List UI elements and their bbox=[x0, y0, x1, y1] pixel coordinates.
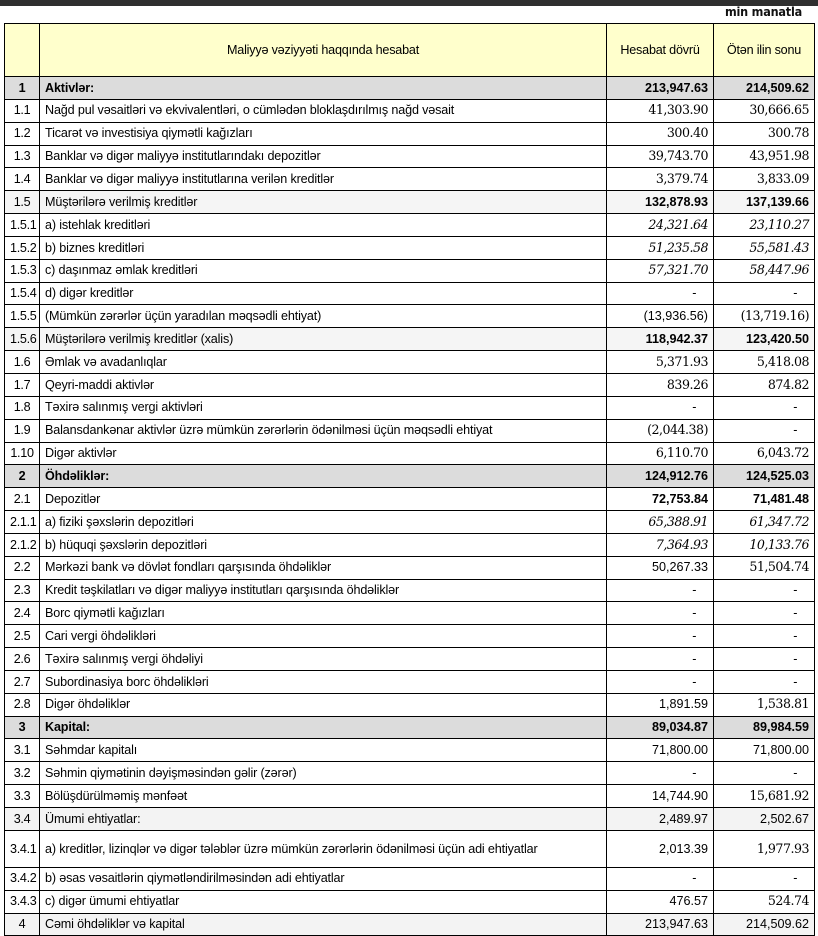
row-number: 1.5 bbox=[5, 191, 40, 214]
header-number bbox=[5, 24, 40, 77]
row-current-value: 14,744.90 bbox=[607, 785, 714, 808]
row-label: d) digər kreditlər bbox=[40, 282, 607, 305]
table-row bbox=[5, 191, 815, 214]
row-number: 3.4 bbox=[5, 808, 40, 831]
row-number: 1.5.2 bbox=[5, 236, 40, 259]
table-row bbox=[5, 396, 815, 419]
row-previous-value: 3,833.09 bbox=[714, 168, 815, 191]
table-row bbox=[5, 282, 815, 305]
row-previous-value: 71,481.48 bbox=[714, 488, 815, 511]
row-previous-value: 51,504.74 bbox=[714, 556, 815, 579]
table-row bbox=[5, 442, 815, 465]
row-label: a) istehlak kreditləri bbox=[40, 214, 607, 237]
row-label: Nağd pul vəsaitləri və ekvivalentləri, o cümlədən bloklaşdırılmış nağd vəsait bbox=[40, 99, 607, 122]
row-number: 1.8 bbox=[5, 396, 40, 419]
row-previous-value: 123,420.50 bbox=[714, 328, 815, 351]
row-label: a) kreditlər, lizinqlər və digər tələblər üzrə mümkün zərərlərin ödənilməsi üçün adi ehtiyatlar bbox=[40, 830, 607, 867]
row-current-value: 50,267.33 bbox=[607, 556, 714, 579]
row-previous-value: 89,984.59 bbox=[714, 716, 815, 739]
row-number: 1.5.6 bbox=[5, 328, 40, 351]
row-number: 1.4 bbox=[5, 168, 40, 191]
table-row bbox=[5, 419, 815, 442]
row-label: b) hüquqi şəxslərin depozitləri bbox=[40, 533, 607, 556]
header-previous-period: Ötən ilin sonu bbox=[714, 24, 815, 77]
row-current-value: (13,936.56) bbox=[607, 305, 714, 328]
row-previous-value: - bbox=[714, 396, 815, 419]
row-previous-value: 1,977.93 bbox=[714, 830, 815, 867]
table-row bbox=[5, 488, 815, 511]
row-current-value: - bbox=[607, 670, 714, 693]
row-label: Depozitlər bbox=[40, 488, 607, 511]
row-number: 1.2 bbox=[5, 122, 40, 145]
unit-label: min manatla bbox=[724, 4, 802, 19]
row-previous-value: - bbox=[714, 579, 815, 602]
row-label: Müştərilərə verilmiş kreditlər bbox=[40, 191, 607, 214]
row-number: 1.5.4 bbox=[5, 282, 40, 305]
table-row bbox=[5, 670, 815, 693]
row-label: Səhmdar kapitalı bbox=[40, 739, 607, 762]
row-previous-value: 15,681.92 bbox=[714, 785, 815, 808]
row-current-value: - bbox=[607, 579, 714, 602]
row-label: Subordinasiya borc öhdəlikləri bbox=[40, 670, 607, 693]
row-previous-value: 30,666.65 bbox=[714, 99, 815, 122]
row-previous-value: 2,502.67 bbox=[714, 808, 815, 831]
row-label: Ümumi ehtiyatlar: bbox=[40, 808, 607, 831]
row-label: c) daşınmaz əmlak kreditləri bbox=[40, 259, 607, 282]
row-previous-value: 10,133.76 bbox=[714, 533, 815, 556]
row-number: 3.4.3 bbox=[5, 890, 40, 913]
table-row bbox=[5, 913, 815, 936]
row-current-value: 213,947.63 bbox=[607, 77, 714, 100]
table-row bbox=[5, 890, 815, 913]
row-current-value: 7,364.93 bbox=[607, 533, 714, 556]
row-previous-value: 58,447.96 bbox=[714, 259, 815, 282]
row-label: Öhdəliklər: bbox=[40, 465, 607, 488]
table-row bbox=[5, 785, 815, 808]
table-row bbox=[5, 830, 815, 867]
row-current-value: 65,388.91 bbox=[607, 511, 714, 534]
table-row bbox=[5, 556, 815, 579]
row-previous-value: 1,538.81 bbox=[714, 693, 815, 716]
row-previous-value: - bbox=[714, 602, 815, 625]
row-current-value: - bbox=[607, 602, 714, 625]
table-row bbox=[5, 77, 815, 100]
row-number: 3.4.1 bbox=[5, 830, 40, 867]
table-row bbox=[5, 168, 815, 191]
row-number: 1.6 bbox=[5, 351, 40, 374]
row-previous-value: 874.82 bbox=[714, 373, 815, 396]
row-label: b) əsas vəsaitlərin qiymətləndirilməsindən adi ehtiyatlar bbox=[40, 867, 607, 890]
row-current-value: 300.40 bbox=[607, 122, 714, 145]
row-current-value: 41,303.90 bbox=[607, 99, 714, 122]
row-current-value: 2,013.39 bbox=[607, 830, 714, 867]
table-row bbox=[5, 465, 815, 488]
row-current-value: 839.26 bbox=[607, 373, 714, 396]
row-label: Müştərilərə verilmiş kreditlər (xalis) bbox=[40, 328, 607, 351]
row-previous-value: (13,719.16) bbox=[714, 305, 815, 328]
row-current-value: 57,321.70 bbox=[607, 259, 714, 282]
row-current-value: - bbox=[607, 396, 714, 419]
row-number: 2.1.1 bbox=[5, 511, 40, 534]
row-number: 2.2 bbox=[5, 556, 40, 579]
row-previous-value: - bbox=[714, 282, 815, 305]
row-current-value: 89,034.87 bbox=[607, 716, 714, 739]
row-current-value: 39,743.70 bbox=[607, 145, 714, 168]
row-label: Səhmin qiymətinin dəyişməsindən gəlir (zərər) bbox=[40, 762, 607, 785]
row-label: Cari vergi öhdəlikləri bbox=[40, 625, 607, 648]
row-label: Təxirə salınmış vergi aktivləri bbox=[40, 396, 607, 419]
financial-position-table bbox=[4, 23, 815, 936]
row-previous-value: 23,110.27 bbox=[714, 214, 815, 237]
table-row bbox=[5, 739, 815, 762]
row-label: c) digər ümumi ehtiyatlar bbox=[40, 890, 607, 913]
table-row bbox=[5, 122, 815, 145]
row-previous-value: 61,347.72 bbox=[714, 511, 815, 534]
table-row bbox=[5, 145, 815, 168]
row-number: 1.5.5 bbox=[5, 305, 40, 328]
row-label: Balansdankənar aktivlər üzrə mümkün zərərlərin ödənilməsi üçün məqsədli ehtiyat bbox=[40, 419, 607, 442]
row-label: Cəmi öhdəliklər və kapital bbox=[40, 913, 607, 936]
row-current-value: 118,942.37 bbox=[607, 328, 714, 351]
row-previous-value: 124,525.03 bbox=[714, 465, 815, 488]
row-number: 2.8 bbox=[5, 693, 40, 716]
row-current-value: - bbox=[607, 648, 714, 671]
row-label: Qeyri-maddi aktivlər bbox=[40, 373, 607, 396]
row-current-value: 3,379.74 bbox=[607, 168, 714, 191]
table-row bbox=[5, 373, 815, 396]
row-label: Bölüşdürülməmiş mənfəət bbox=[40, 785, 607, 808]
row-label: b) biznes kreditləri bbox=[40, 236, 607, 259]
table-row bbox=[5, 867, 815, 890]
row-label: Borc qiymətli kağızları bbox=[40, 602, 607, 625]
table-row bbox=[5, 511, 815, 534]
row-current-value: - bbox=[607, 625, 714, 648]
row-number: 3 bbox=[5, 716, 40, 739]
row-current-value: 1,891.59 bbox=[607, 693, 714, 716]
row-previous-value: 214,509.62 bbox=[714, 913, 815, 936]
row-previous-value: 6,043.72 bbox=[714, 442, 815, 465]
row-current-value: 6,110.70 bbox=[607, 442, 714, 465]
table-row bbox=[5, 602, 815, 625]
row-previous-value: - bbox=[714, 762, 815, 785]
row-label: Digər öhdəliklər bbox=[40, 693, 607, 716]
table-row bbox=[5, 648, 815, 671]
row-number: 1.5.1 bbox=[5, 214, 40, 237]
row-number: 2.5 bbox=[5, 625, 40, 648]
row-number: 3.1 bbox=[5, 739, 40, 762]
row-number: 3.2 bbox=[5, 762, 40, 785]
row-label: Digər aktivlər bbox=[40, 442, 607, 465]
row-number: 2.1 bbox=[5, 488, 40, 511]
window-top-bar bbox=[0, 0, 818, 6]
row-number: 2 bbox=[5, 465, 40, 488]
row-number: 2.3 bbox=[5, 579, 40, 602]
row-number: 3.4.2 bbox=[5, 867, 40, 890]
row-previous-value: - bbox=[714, 419, 815, 442]
table-row bbox=[5, 305, 815, 328]
row-current-value: 71,800.00 bbox=[607, 739, 714, 762]
row-previous-value: - bbox=[714, 867, 815, 890]
row-number: 2.4 bbox=[5, 602, 40, 625]
table-row bbox=[5, 328, 815, 351]
row-current-value: 2,489.97 bbox=[607, 808, 714, 831]
row-previous-value: 55,581.43 bbox=[714, 236, 815, 259]
table-row bbox=[5, 351, 815, 374]
table-row bbox=[5, 533, 815, 556]
row-current-value: - bbox=[607, 282, 714, 305]
row-number: 1 bbox=[5, 77, 40, 100]
table-row bbox=[5, 99, 815, 122]
table-body bbox=[5, 77, 815, 936]
table-row bbox=[5, 214, 815, 237]
row-current-value: 24,321.64 bbox=[607, 214, 714, 237]
table-row bbox=[5, 762, 815, 785]
row-number: 4 bbox=[5, 913, 40, 936]
row-current-value: (2,044.38) bbox=[607, 419, 714, 442]
row-number: 2.6 bbox=[5, 648, 40, 671]
row-current-value: 132,878.93 bbox=[607, 191, 714, 214]
table-row bbox=[5, 716, 815, 739]
table-row bbox=[5, 579, 815, 602]
row-label: a) fiziki şəxslərin depozitləri bbox=[40, 511, 607, 534]
row-label: Ticarət və investisiya qiymətli kağızları bbox=[40, 122, 607, 145]
row-label: Banklar və digər maliyyə institutlarına verilən kreditlər bbox=[40, 168, 607, 191]
row-previous-value: - bbox=[714, 648, 815, 671]
row-current-value: - bbox=[607, 762, 714, 785]
table-row bbox=[5, 236, 815, 259]
table-row bbox=[5, 625, 815, 648]
row-number: 3.3 bbox=[5, 785, 40, 808]
row-current-value: - bbox=[607, 867, 714, 890]
table-header-row bbox=[5, 24, 815, 77]
row-current-value: 213,947.63 bbox=[607, 913, 714, 936]
row-number: 1.1 bbox=[5, 99, 40, 122]
row-previous-value: 300.78 bbox=[714, 122, 815, 145]
row-number: 1.10 bbox=[5, 442, 40, 465]
row-current-value: 476.57 bbox=[607, 890, 714, 913]
table-row bbox=[5, 259, 815, 282]
row-number: 1.9 bbox=[5, 419, 40, 442]
header-current-period: Hesabat dövrü bbox=[607, 24, 714, 77]
row-label: (Mümkün zərərlər üçün yaradılan məqsədli ehtiyat) bbox=[40, 305, 607, 328]
row-number: 1.5.3 bbox=[5, 259, 40, 282]
row-label: Aktivlər: bbox=[40, 77, 607, 100]
header-title: Maliyyə vəziyyəti haqqında hesabat bbox=[40, 24, 607, 77]
row-number: 2.7 bbox=[5, 670, 40, 693]
row-number: 1.3 bbox=[5, 145, 40, 168]
row-number: 1.7 bbox=[5, 373, 40, 396]
row-current-value: 51,235.58 bbox=[607, 236, 714, 259]
table-row bbox=[5, 808, 815, 831]
row-current-value: 72,753.84 bbox=[607, 488, 714, 511]
row-previous-value: - bbox=[714, 670, 815, 693]
row-number: 2.1.2 bbox=[5, 533, 40, 556]
row-label: Əmlak və avadanlıqlar bbox=[40, 351, 607, 374]
row-label: Mərkəzi bank və dövlət fondları qarşısında öhdəliklər bbox=[40, 556, 607, 579]
row-label: Təxirə salınmış vergi öhdəliyi bbox=[40, 648, 607, 671]
table-row bbox=[5, 693, 815, 716]
row-previous-value: 5,418.08 bbox=[714, 351, 815, 374]
row-previous-value: - bbox=[714, 625, 815, 648]
row-label: Banklar və digər maliyyə institutlarındakı depozitlər bbox=[40, 145, 607, 168]
row-previous-value: 524.74 bbox=[714, 890, 815, 913]
row-previous-value: 137,139.66 bbox=[714, 191, 815, 214]
row-current-value: 5,371.93 bbox=[607, 351, 714, 374]
row-previous-value: 71,800.00 bbox=[714, 739, 815, 762]
row-label: Kapital: bbox=[40, 716, 607, 739]
row-current-value: 124,912.76 bbox=[607, 465, 714, 488]
row-previous-value: 43,951.98 bbox=[714, 145, 815, 168]
row-label: Kredit təşkilatları və digər maliyyə institutları qarşısında öhdəliklər bbox=[40, 579, 607, 602]
row-previous-value: 214,509.62 bbox=[714, 77, 815, 100]
